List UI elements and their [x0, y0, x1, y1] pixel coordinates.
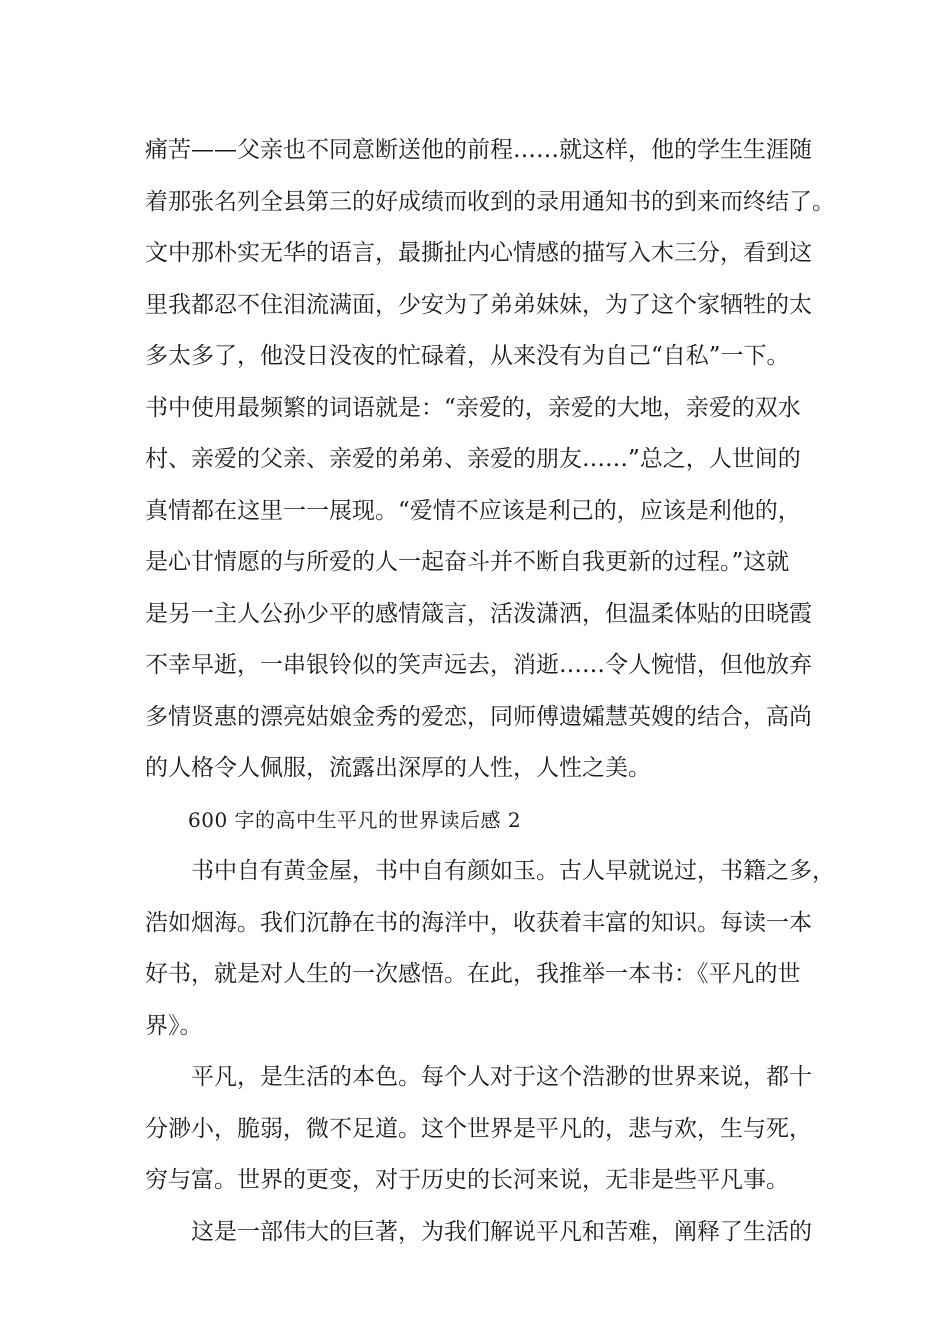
text-line: 的人格令人佩服，流露出深厚的人性，人性之美。 — [145, 755, 651, 781]
text-line: 书中自有黄金屋，书中自有颜如玉。古人早就说过，书籍之多， — [191, 858, 835, 884]
text-line: 界》。 — [145, 1013, 203, 1039]
text-line: 是另一主人公孙少平的感情箴言，活泼潇洒，但温柔体贴的田晓霞 — [145, 601, 812, 627]
section-heading: 600 字的高中生平凡的世界读后感 2 — [188, 808, 522, 832]
text-line: 是心甘情愿的与所爱的人一起奋斗并不断自我更新的过程。”这就 — [145, 549, 790, 575]
text-line: 村、亲爱的父亲、亲爱的弟弟、亲爱的朋友……”总之，人世间的 — [145, 446, 801, 472]
text-line: 书中使用最频繁的词语就是：“亲爱的，亲爱的大地，亲爱的双水 — [145, 395, 801, 421]
text-line: 不幸早逝，一串银铃似的笑声远去，消逝……令人惋惜，但他放弃 — [145, 652, 812, 678]
text-line: 着那张名列全县第三的好成绩而收到的录用通知书的到来而终结了。 — [145, 189, 835, 215]
text-line: 里我都忍不住泪流满面，少安为了弟弟妹妹，为了这个家牺牲的太 — [145, 292, 812, 318]
text-line: 平凡，是生活的本色。每个人对于这个浩渺的世界来说，都十 — [191, 1064, 812, 1090]
text-line: 穷与富。世界的更变，对于历史的长河来说，无非是些平凡事。 — [145, 1167, 789, 1193]
text-line: 多情贤惠的漂亮姑娘金秀的爱恋，同师傅遗孀慧英嫂的结合，高尚 — [145, 704, 812, 730]
text-line: 这是一部伟大的巨著，为我们解说平凡和苦难，阐释了生活的 — [191, 1219, 812, 1245]
text-line: 浩如烟海。我们沉静在书的海洋中，收获着丰富的知识。每读一本 — [145, 910, 812, 936]
text-line: 多太多了，他没日没夜的忙碌着，从来没有为自己“自私”一下。 — [145, 343, 790, 369]
text-line: 分渺小，脆弱，微不足道。这个世界是平凡的，悲与欢，生与死， — [145, 1116, 812, 1142]
text-line: 好书，就是对人生的一次感悟。在此，我推举一本书：《平凡的世 — [145, 961, 801, 987]
text-line: 痛苦——父亲也不同意断送他的前程……就这样，他的学生生涯随 — [145, 137, 812, 163]
text-line: 文中那朴实无华的语言，最撕扯内心情感的描写入木三分，看到这 — [145, 240, 812, 266]
text-line: 真情都在这里一一展现。“爱情不应该是利己的，应该是利他的， — [145, 498, 801, 524]
